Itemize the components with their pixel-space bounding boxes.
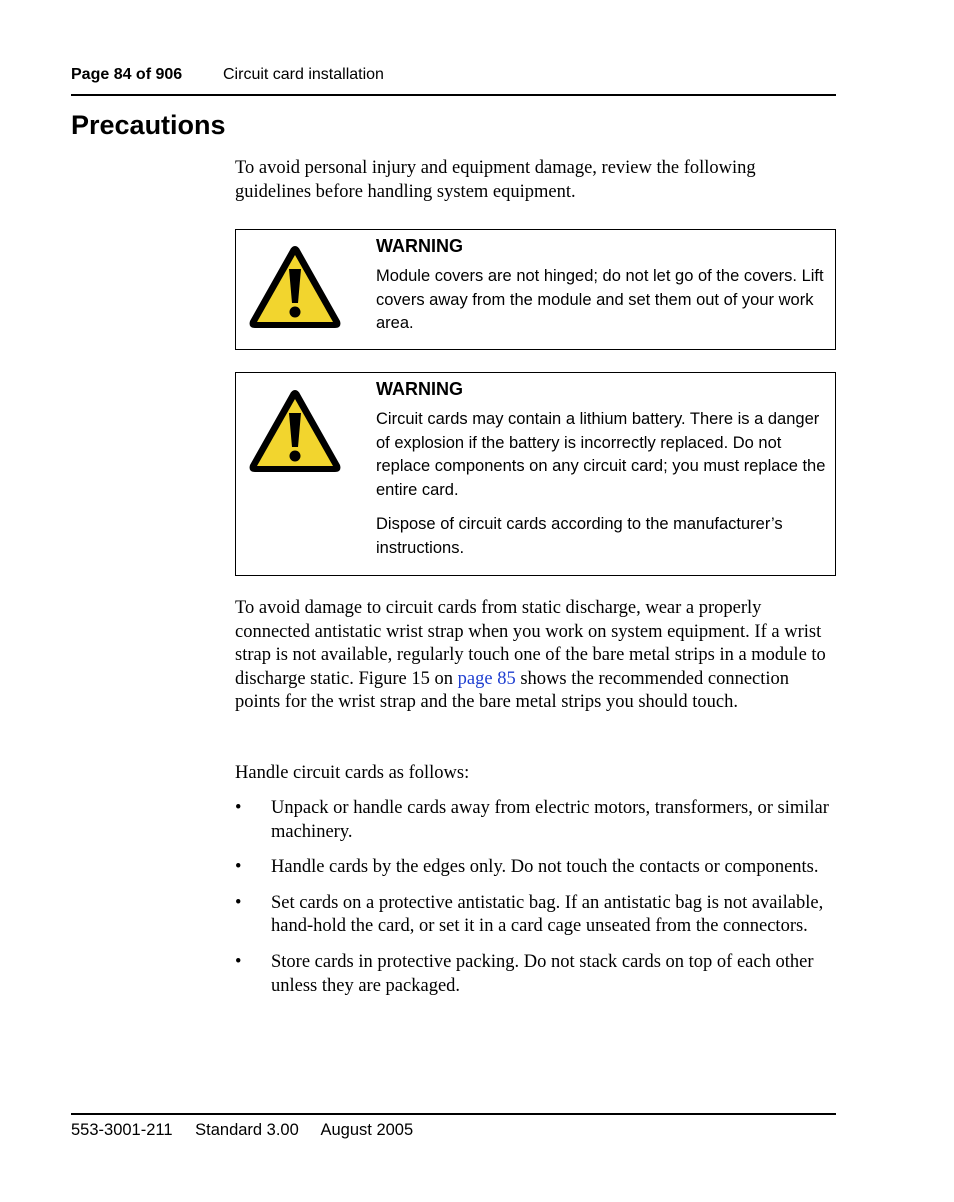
page-footer — [71, 1113, 836, 1140]
page-85-link[interactable]: page 85 — [457, 668, 516, 689]
page-heading: Precautions — [71, 110, 226, 140]
bullet-dot: • — [235, 892, 242, 913]
list-item — [235, 951, 835, 998]
list-item — [235, 856, 835, 880]
bullet-dot: • — [235, 857, 242, 878]
warning-title: WARNING — [376, 236, 463, 256]
publication-date: August 2005 — [320, 1121, 414, 1139]
bullet-dot: • — [235, 798, 242, 818]
standard-version: Standard 3.00 — [195, 1121, 299, 1139]
section-title: Circuit card installation — [223, 66, 384, 83]
list-item — [235, 797, 835, 844]
static-text-after: shows the recommended connection points for the wrist strap and the bare metal strips you should touch. — [235, 668, 790, 713]
static-text-before: To avoid damage to circuit cards from static discharge, wear a properly connected antistatic wrist strap when you work on system equipment. If a wrist strap is not available, regularly touch one of the bare metal strips in a module to discharge static. Figure 15 on — [235, 598, 826, 689]
warning-content — [376, 373, 826, 561]
warning-text: Dispose of circuit cards according to the manufacturer’s instructions. — [376, 515, 783, 557]
list-item-text: Unpack or handle cards away from electric motors, transformers, or similar machinery. — [271, 798, 829, 842]
list-item — [235, 892, 835, 939]
intro-paragraph: To avoid personal injury and equipment damage, review the following guidelines before handling system equipment. — [235, 158, 756, 202]
warning-text: Module covers are not hinged; do not let go of the covers. Lift covers away from the module and set them out of your work area. — [376, 267, 824, 333]
warning-triangle-icon — [247, 243, 343, 331]
static-discharge-paragraph — [235, 597, 835, 715]
warning-triangle-icon — [247, 387, 343, 475]
warning-text: Circuit cards may contain a lithium battery. There is a danger of explosion if the battery is incorrectly replaced. Do not replace components on any circuit card; you must replace the entire card. — [376, 410, 826, 499]
list-item-text: Store cards in protective packing. Do not stack cards on top of each other unless they are packaged. — [271, 951, 814, 996]
handle-intro: Handle circuit cards as follows: — [235, 763, 470, 783]
handling-list — [235, 797, 835, 1010]
page-header — [71, 66, 836, 96]
warning-title: WARNING — [376, 379, 463, 399]
warning-box-battery — [235, 372, 836, 576]
page-number: Page 84 of 906 — [71, 66, 183, 83]
list-item-text: Set cards on a protective antistatic bag. If an antistatic bag is not available, hand-hold the card, or set it in a card cage unseated from the connectors. — [271, 892, 824, 937]
warning-content — [376, 230, 826, 336]
bullet-dot: • — [235, 951, 242, 972]
warning-box-covers — [235, 229, 836, 350]
doc-number: 553-3001-211 — [71, 1121, 173, 1139]
list-item-text: Handle cards by the edges only. Do not touch the contacts or components. — [271, 857, 819, 878]
